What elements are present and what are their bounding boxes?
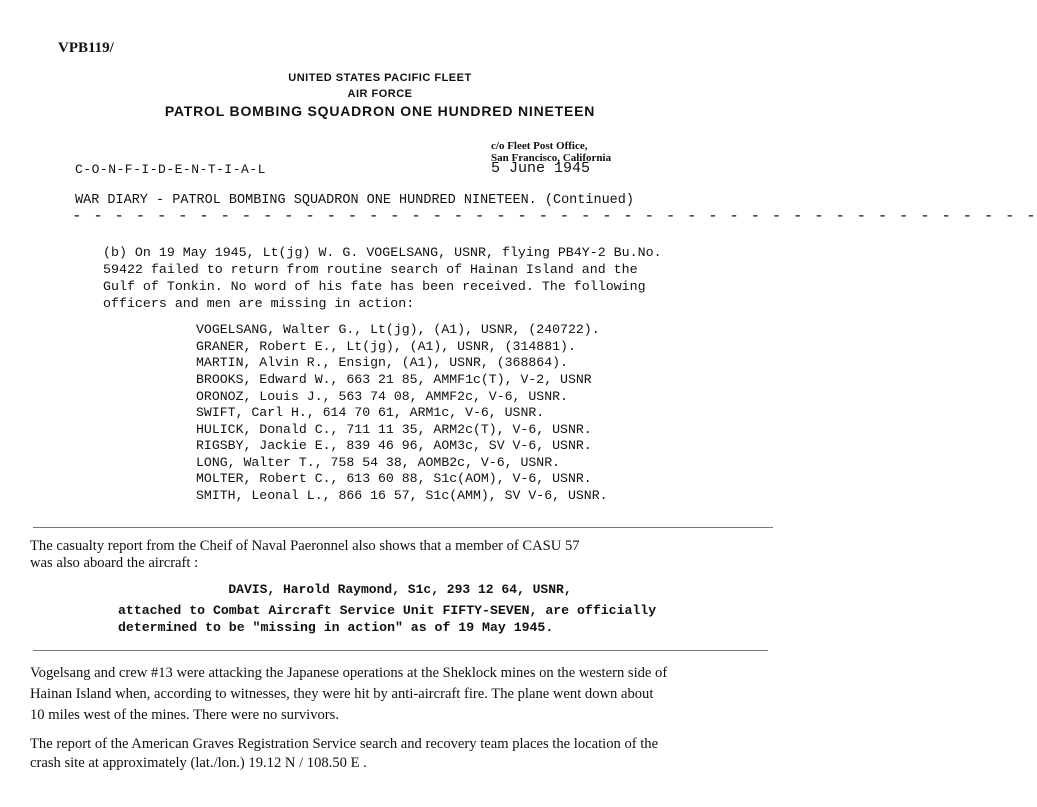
summary-line: Vogelsang and crew #13 were attacking the Japanese operations at the Sheklock mines on the western side of — [30, 665, 668, 681]
crew-member: VOGELSANG, Walter G., Lt(jg), (A1), USNR, (240722). — [196, 322, 600, 337]
letterhead-fleet: UNITED STATES PACIFIC FLEET — [288, 72, 472, 84]
paragraph-line: officers and men are missing in action: — [103, 296, 415, 311]
crew-member: ORONOZ, Louis J., 563 74 08, AMMF2c, V-6, USNR. — [196, 389, 568, 404]
davis-entry: DAVIS, Harold Raymond, S1c, 293 12 64, USNR, — [228, 582, 572, 597]
divider-bottom — [33, 650, 768, 651]
dashed-separator: - - - - - - - - - - - - - - - - - - - - - - - - - - - - - - - - - - - - - - - - - - - - - - — [72, 207, 1037, 225]
crew-member: RIGSBY, Jackie E., 839 46 96, AOM3c, SV V-6, USNR. — [196, 438, 592, 453]
paragraph-line: (b) On 19 May 1945, Lt(jg) W. G. VOGELSANG, USNR, flying PB4Y-2 Bu.No. — [103, 245, 662, 260]
address-line-1: c/o Fleet Post Office, — [491, 140, 588, 152]
summary-line: 10 miles west of the mines. There were no survivors. — [30, 707, 339, 723]
summary-line: The report of the American Graves Registration Service search and recovery team places the location of the — [30, 736, 659, 752]
document-id: VPB119/ — [58, 40, 114, 56]
crew-member: LONG, Walter T., 758 54 38, AOMB2c, V-6, USNR. — [196, 455, 561, 470]
crew-member: HULICK, Donald C., 711 11 35, ARM2c(T), V-6, USNR. — [196, 422, 592, 437]
paragraph-line: 59422 failed to return from routine search of Hainan Island and the — [103, 262, 638, 277]
letterhead-squadron: PATROL BOMBING SQUADRON ONE HUNDRED NINETEEN — [164, 103, 596, 119]
crew-member: SWIFT, Carl H., 614 70 61, ARM1c, V-6, USNR. — [196, 405, 545, 420]
summary-line: Hainan Island when, according to witnesses, they were hit by anti-aircraft fire. The plane went down about — [30, 686, 654, 702]
paragraph-line: Gulf of Tonkin. No word of his fate has been received. The following — [103, 279, 646, 294]
address-line-2: San Francisco, California — [491, 152, 612, 164]
attached-line: determined to be "missing in action" as of 19 May 1945. — [118, 620, 554, 635]
casualty-note-line: The casualty report from the Cheif of Naval Paeronnel also shows that a member of CASU 57 — [30, 538, 580, 554]
crew-member: GRANER, Robert E., Lt(jg), (A1), USNR, (314881). — [196, 339, 576, 354]
crew-member: SMITH, Leonal L., 866 16 57, S1c(AMM), SV V-6, USNR. — [196, 488, 608, 503]
classification-marking: C-O-N-F-I-D-E-N-T-I-A-L — [75, 162, 266, 177]
casualty-note-line: was also aboard the aircraft : — [30, 555, 199, 571]
crew-member: MOLTER, Robert C., 613 60 88, S1c(AOM), V-6, USNR. — [196, 471, 592, 486]
summary-line: crash site at approximately (lat./lon.) 19.12 N / 108.50 E . — [30, 755, 367, 771]
crew-member: BROOKS, Edward W., 663 21 85, AMMF1c(T), V-2, USNR — [196, 372, 592, 387]
divider-top — [33, 527, 773, 528]
war-diary-title: WAR DIARY - PATROL BOMBING SQUADRON ONE HUNDRED NINETEEN. (Continued) — [75, 193, 634, 208]
attached-line: attached to Combat Aircraft Service Unit FIFTY-SEVEN, are officially — [118, 603, 657, 618]
crew-member: MARTIN, Alvin R., Ensign, (A1), USNR, (368864). — [196, 355, 568, 370]
letterhead-air-force: AIR FORCE — [347, 88, 413, 100]
document-date: 5 June 1945 — [491, 160, 591, 177]
